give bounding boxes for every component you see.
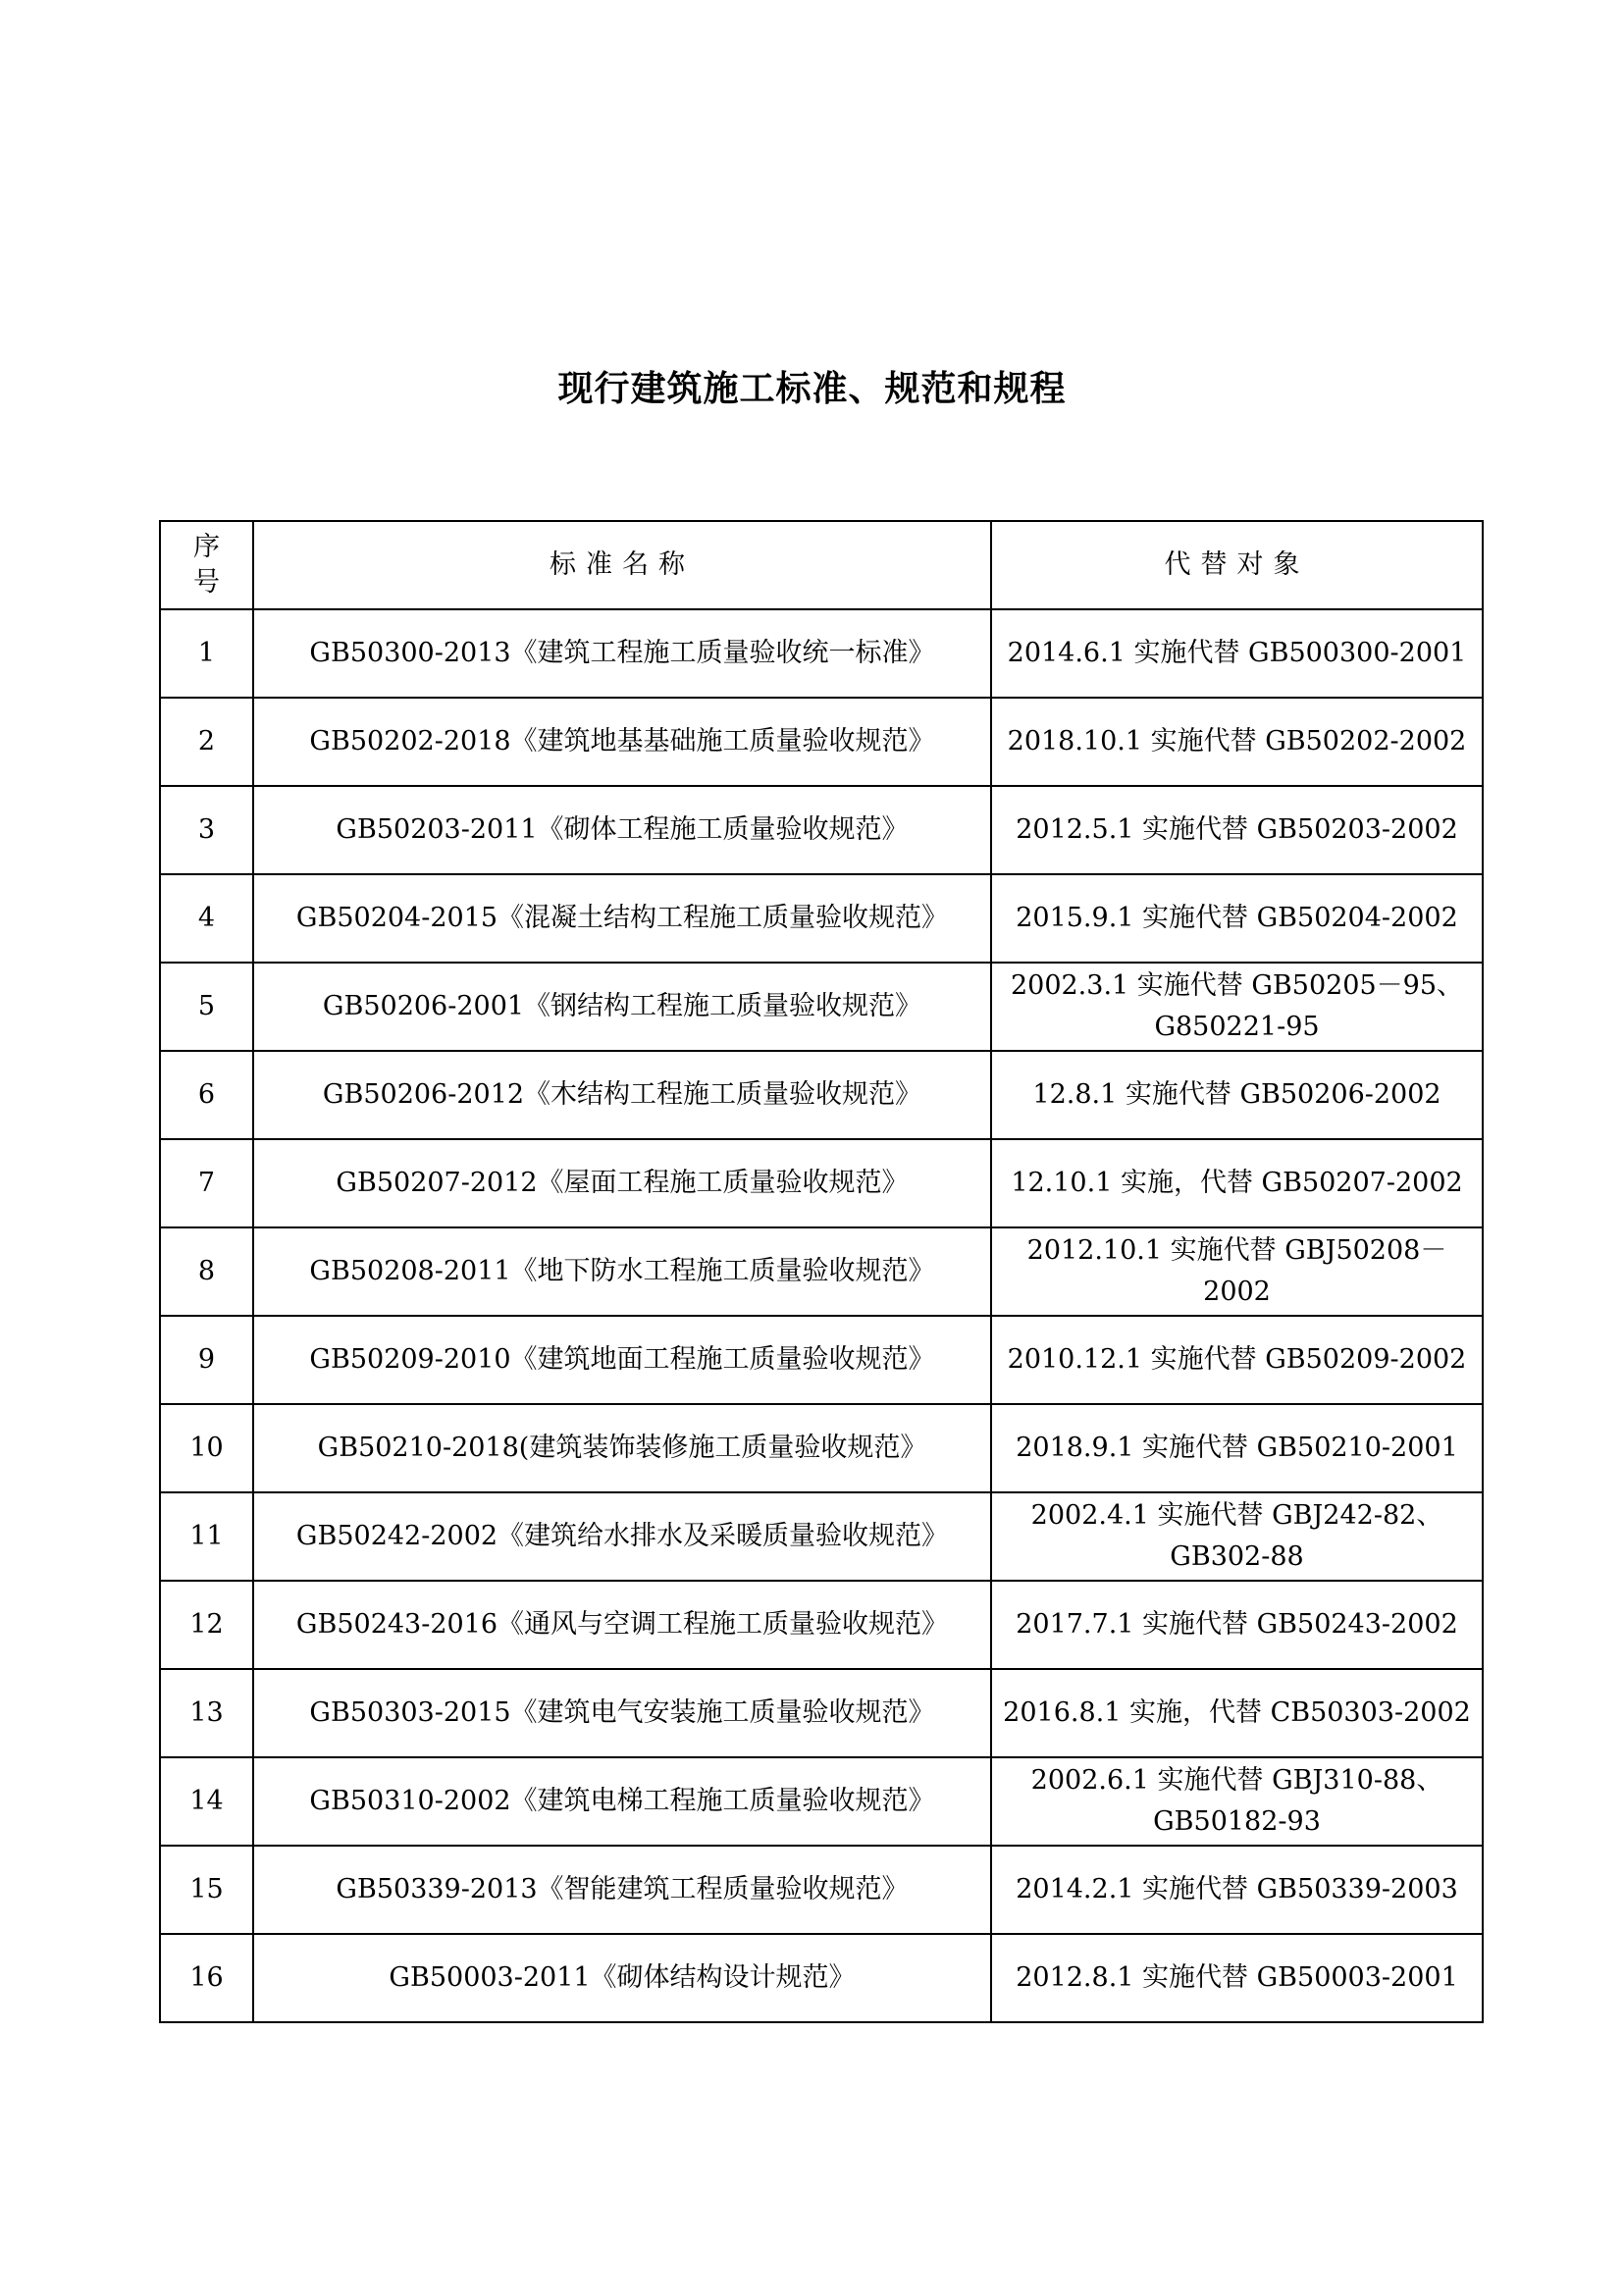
row-replaced-object <box>991 1139 1483 1227</box>
row-serial-number: 4 <box>160 874 253 963</box>
row-serial-number: 5 <box>160 963 253 1051</box>
row-replaced-object <box>991 1316 1483 1404</box>
row-standard-name: GB50204-2015《混凝土结构工程施工质量验收规范》 <box>253 874 991 963</box>
table-row <box>160 786 1483 874</box>
row-standard-name: GB50210-2018(建筑装饰装修施工质量验收规范》 <box>253 1404 991 1492</box>
replaced-object-line: G850221-95 <box>1154 1012 1320 1042</box>
row-replaced-object <box>991 1846 1483 1934</box>
row-replaced-object <box>991 1227 1483 1316</box>
header-standard-name: 标准名称 <box>253 521 991 609</box>
row-standard-name: GB50206-2001《钢结构工程施工质量验收规范》 <box>253 963 991 1051</box>
replaced-object-line: 2017.7.1 实施代替 GB50243-2002 <box>1016 1609 1458 1640</box>
replaced-object-line: 2012.8.1 实施代替 GB50003-2001 <box>1016 1962 1458 1993</box>
replaced-object-line: 2014.6.1 实施代替 GB500300-2001 <box>1007 638 1467 668</box>
row-serial-number: 11 <box>160 1492 253 1581</box>
table-row <box>160 1404 1483 1492</box>
row-replaced-object <box>991 1492 1483 1581</box>
row-standard-name: GB50339-2013《智能建筑工程质量验收规范》 <box>253 1846 991 1934</box>
replaced-object-line: 12.8.1 实施代替 GB50206-2002 <box>1032 1079 1441 1110</box>
row-replaced-object <box>991 698 1483 786</box>
row-standard-name: GB50209-2010《建筑地面工程施工质量验收规范》 <box>253 1316 991 1404</box>
row-serial-number: 13 <box>160 1669 253 1757</box>
replaced-object-line: 2014.2.1 实施代替 GB50339-2003 <box>1016 1874 1458 1904</box>
row-serial-number: 6 <box>160 1051 253 1139</box>
table-row <box>160 698 1483 786</box>
table-header-row <box>160 521 1483 609</box>
row-standard-name: GB50242-2002《建筑给水排水及采暖质量验收规范》 <box>253 1492 991 1581</box>
row-replaced-object <box>991 1669 1483 1757</box>
table-body <box>160 609 1483 2022</box>
row-serial-number: 9 <box>160 1316 253 1404</box>
row-serial-number: 10 <box>160 1404 253 1492</box>
row-standard-name: GB50207-2012《屋面工程施工质量验收规范》 <box>253 1139 991 1227</box>
table-row <box>160 1227 1483 1316</box>
table-row <box>160 1934 1483 2022</box>
replaced-object-line: GB50182-93 <box>1153 1806 1321 1837</box>
table-row <box>160 609 1483 698</box>
replaced-object-line: 2016.8.1 实施，代替 CB50303-2002 <box>1003 1697 1471 1728</box>
row-replaced-object <box>991 874 1483 963</box>
row-serial-number: 3 <box>160 786 253 874</box>
header-serial-number <box>160 521 253 609</box>
table-row <box>160 1757 1483 1846</box>
row-serial-number: 12 <box>160 1581 253 1669</box>
row-replaced-object <box>991 1934 1483 2022</box>
table-row <box>160 1669 1483 1757</box>
row-serial-number: 7 <box>160 1139 253 1227</box>
replaced-object-line: 2015.9.1 实施代替 GB50204-2002 <box>1016 903 1458 933</box>
replaced-object-line: GB302-88 <box>1170 1541 1304 1572</box>
header-serial-line2: 号 <box>193 567 220 598</box>
header-replaced-object: 代替对象 <box>991 521 1483 609</box>
row-replaced-object <box>991 786 1483 874</box>
table-row <box>160 1139 1483 1227</box>
standards-table <box>159 520 1484 2023</box>
table-row <box>160 1492 1483 1581</box>
page-title: 现行建筑施工标准、规范和规程 <box>557 369 1067 409</box>
row-replaced-object <box>991 1757 1483 1846</box>
row-replaced-object <box>991 963 1483 1051</box>
replaced-object-line: 2018.10.1 实施代替 GB50202-2002 <box>1007 726 1467 756</box>
table-row <box>160 963 1483 1051</box>
header-serial-line1: 序 <box>193 532 220 562</box>
row-serial-number: 16 <box>160 1934 253 2022</box>
row-standard-name: GB50310-2002《建筑电梯工程施工质量验收规范》 <box>253 1757 991 1846</box>
row-serial-number: 2 <box>160 698 253 786</box>
row-serial-number: 1 <box>160 609 253 698</box>
table-row <box>160 1051 1483 1139</box>
row-standard-name: GB50202-2018《建筑地基基础施工质量验收规范》 <box>253 698 991 786</box>
row-standard-name: GB50206-2012《木结构工程施工质量验收规范》 <box>253 1051 991 1139</box>
row-replaced-object <box>991 609 1483 698</box>
row-standard-name: GB50208-2011《地下防水工程施工质量验收规范》 <box>253 1227 991 1316</box>
row-standard-name: GB50003-2011《砌体结构设计规范》 <box>253 1934 991 2022</box>
replaced-object-line: 2010.12.1 实施代替 GB50209-2002 <box>1007 1344 1467 1375</box>
replaced-object-line: 2018.9.1 实施代替 GB50210-2001 <box>1016 1433 1458 1463</box>
row-standard-name: GB50243-2016《通风与空调工程施工质量验收规范》 <box>253 1581 991 1669</box>
table-row <box>160 1846 1483 1934</box>
row-serial-number: 14 <box>160 1757 253 1846</box>
replaced-object-line: 2002.4.1 实施代替 GBJ242-82、 <box>1030 1500 1443 1531</box>
replaced-object-line: 2002.3.1 实施代替 GB50205－95、 <box>1010 970 1464 1001</box>
replaced-object-line: 2012.5.1 实施代替 GB50203-2002 <box>1016 814 1458 845</box>
table-row <box>160 874 1483 963</box>
replaced-object-line: 12.10.1 实施，代替 GB50207-2002 <box>1011 1168 1463 1198</box>
replaced-object-line: 2002.6.1 实施代替 GBJ310-88、 <box>1030 1765 1443 1796</box>
row-replaced-object <box>991 1051 1483 1139</box>
row-standard-name: GB50303-2015《建筑电气安装施工质量验收规范》 <box>253 1669 991 1757</box>
row-serial-number: 15 <box>160 1846 253 1934</box>
row-replaced-object <box>991 1404 1483 1492</box>
replaced-object-line: 2012.10.1 实施代替 GBJ50208－2002 <box>1026 1235 1447 1307</box>
row-replaced-object <box>991 1581 1483 1669</box>
row-standard-name: GB50203-2011《砌体工程施工质量验收规范》 <box>253 786 991 874</box>
table-row <box>160 1316 1483 1404</box>
row-standard-name: GB50300-2013《建筑工程施工质量验收统一标准》 <box>253 609 991 698</box>
row-serial-number: 8 <box>160 1227 253 1316</box>
table-row <box>160 1581 1483 1669</box>
